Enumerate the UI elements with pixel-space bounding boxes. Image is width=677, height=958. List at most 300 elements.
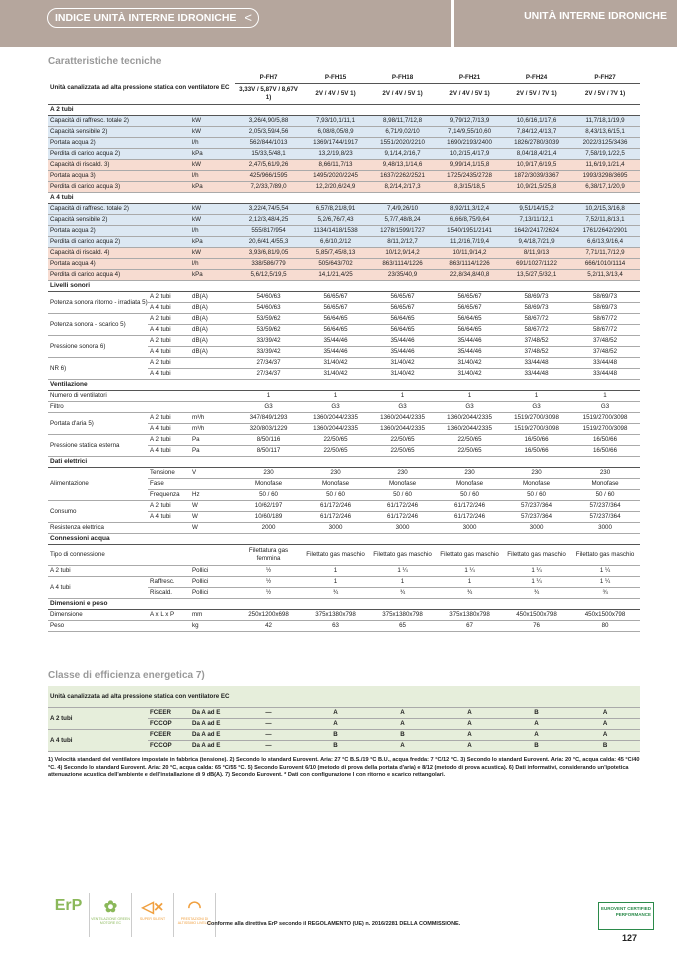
value-cell: 22/50/65	[436, 445, 503, 456]
value-cell: 58/69/73	[503, 291, 570, 302]
value-cell: 23/35/40,9	[369, 269, 436, 280]
row-label: Portata acqua 2)	[48, 225, 190, 236]
speed-header: 3,33V / 5,87V / 8,67V 1)	[235, 83, 302, 104]
value-cell: A	[570, 707, 640, 718]
table-row	[48, 148, 640, 159]
value-cell: 50 / 60	[503, 489, 570, 500]
value-cell: 555/817/954	[235, 225, 302, 236]
value-cell: Monofase	[369, 478, 436, 489]
row-label: Capacità di riscald. 3)	[48, 159, 190, 170]
value-cell: 56/64/65	[436, 324, 503, 335]
value-cell: 1 ¼	[503, 576, 570, 587]
value-cell: 61/172/246	[436, 511, 503, 522]
value-cell: G3	[570, 401, 640, 412]
value-cell: 37/48/52	[503, 346, 570, 357]
value-cell: 76	[503, 620, 570, 631]
value-cell: 9,51/14/15,2	[503, 203, 570, 214]
row-sublabel: A 4 tubi	[148, 324, 190, 335]
row-unit	[190, 357, 235, 368]
value-cell: 56/64/65	[369, 324, 436, 335]
value-cell: 7,2/33,7/89,0	[235, 181, 302, 192]
value-cell: 56/65/67	[302, 291, 369, 302]
value-cell: 65	[369, 620, 436, 631]
value-cell: 8,3/15/18,5	[436, 181, 503, 192]
model-header: P-FH18	[369, 72, 436, 83]
row-unit: Da A ad E	[190, 707, 235, 718]
value-cell: 9,1/14,2/16,7	[369, 148, 436, 159]
table-row	[48, 707, 640, 718]
section-title: A 2 tubi	[48, 104, 640, 115]
table-row	[48, 203, 640, 214]
row-sublabel: Fase	[148, 478, 190, 489]
value-cell: 57/237/364	[570, 511, 640, 522]
table-row	[48, 390, 640, 401]
row-unit: dB(A)	[190, 346, 235, 357]
badge-label: VENTILAZIONE GREEN MOTORE EC	[91, 917, 130, 925]
row-unit: l/h	[190, 170, 235, 181]
value-cell: 8,43/13,6/15,1	[570, 126, 640, 137]
value-cell: 63	[302, 620, 369, 631]
value-cell: 31/40/42	[436, 357, 503, 368]
row-unit: dB(A)	[190, 335, 235, 346]
value-cell: 31/40/42	[436, 368, 503, 379]
value-cell: 1 ¼	[570, 565, 640, 576]
row-sublabel: A x L x P	[148, 609, 190, 620]
row-label: Dimensione	[48, 609, 148, 620]
model-header: P-FH27	[570, 72, 640, 83]
value-cell: Monofase	[570, 478, 640, 489]
value-cell: 1725/2435/2728	[436, 170, 503, 181]
value-cell: 67	[436, 620, 503, 631]
value-cell: Filettatura gas femmina	[235, 544, 302, 565]
value-cell: 1 ¼	[570, 576, 640, 587]
value-cell: 1	[436, 576, 503, 587]
row-unit: kW	[190, 214, 235, 225]
row-unit: dB(A)	[190, 302, 235, 313]
value-cell: 56/65/67	[436, 291, 503, 302]
badge	[90, 893, 132, 937]
model-header-row	[48, 72, 640, 83]
table-row	[48, 236, 640, 247]
row-sublabel: A 4 tubi	[148, 368, 190, 379]
row-unit: Pa	[190, 434, 235, 445]
row-unit: l/h	[190, 137, 235, 148]
row-unit: kPa	[190, 148, 235, 159]
row-label: Capacità di raffresc. totale 2)	[48, 115, 190, 126]
table-row	[48, 181, 640, 192]
header-right	[454, 0, 677, 47]
row-unit	[190, 368, 235, 379]
value-cell: 2,05/3,59/4,56	[235, 126, 302, 137]
value-cell: G3	[369, 401, 436, 412]
value-cell: 35/44/46	[302, 346, 369, 357]
index-button[interactable]	[47, 8, 259, 28]
table-row	[48, 247, 640, 258]
row-unit	[190, 544, 235, 565]
value-cell: 61/172/246	[302, 500, 369, 511]
page-number: 127	[622, 933, 638, 943]
value-cell: 56/64/65	[302, 324, 369, 335]
value-cell: 56/64/65	[436, 313, 503, 324]
speed-header: 2V / 4V / 5V 1)	[436, 83, 503, 104]
value-cell: 230	[369, 467, 436, 478]
value-cell: 50 / 60	[369, 489, 436, 500]
row-unit: kW	[190, 115, 235, 126]
efficiency-header-row	[48, 686, 640, 707]
row-unit: kW	[190, 203, 235, 214]
header-left	[0, 0, 451, 47]
value-cell: 1690/2193/2400	[436, 137, 503, 148]
value-cell: 425/966/1595	[235, 170, 302, 181]
value-cell: 5,6/12,5/19,5	[235, 269, 302, 280]
row-unit: l/h	[190, 225, 235, 236]
row-unit: dB(A)	[190, 324, 235, 335]
value-cell: 1551/2020/2210	[369, 137, 436, 148]
value-cell: 1642/2417/2624	[503, 225, 570, 236]
value-cell: 9,48/13,1/14,6	[369, 159, 436, 170]
table-row	[48, 412, 640, 423]
value-cell: 5,7/7,48/8,24	[369, 214, 436, 225]
row-sublabel: A 4 tubi	[148, 346, 190, 357]
row-unit: W	[190, 511, 235, 522]
erp-text: Conforme alla direttiva ErP secondo il REGOLAMENTO (UE) n. 2016/2281 DELLA COMMISSIONE.	[207, 921, 461, 927]
value-cell: 7,84/12,4/13,7	[503, 126, 570, 137]
value-cell: 56/65/67	[369, 302, 436, 313]
value-cell: Filettato gas maschio	[570, 544, 640, 565]
value-cell: 230	[235, 467, 302, 478]
value-cell: 7,52/11,8/13,1	[570, 214, 640, 225]
table-row	[48, 500, 640, 511]
value-cell: 1360/2044/2335	[369, 423, 436, 434]
value-cell: ¾	[570, 587, 640, 598]
model-header: P-FH24	[503, 72, 570, 83]
table-row	[48, 214, 640, 225]
value-cell: 7,93/10,1/11,1	[302, 115, 369, 126]
row-unit	[190, 478, 235, 489]
row-sublabel: Frequenza	[148, 489, 190, 500]
row-unit: kPa	[190, 236, 235, 247]
value-cell: G3	[302, 401, 369, 412]
value-cell: 11,2/16,7/19,4	[436, 236, 503, 247]
value-cell: 1761/2642/2901	[570, 225, 640, 236]
value-cell: 666/1010/1114	[570, 258, 640, 269]
value-cell: 16/50/66	[570, 434, 640, 445]
value-cell: 50 / 60	[570, 489, 640, 500]
value-cell: 1360/2044/2335	[369, 412, 436, 423]
value-cell: 58/67/72	[503, 324, 570, 335]
value-cell: 8/50/116	[235, 434, 302, 445]
value-cell: 57/237/364	[503, 511, 570, 522]
badge-icon: ✿	[103, 899, 118, 916]
value-cell: 1637/2262/2521	[369, 170, 436, 181]
row-sublabel: A 4 tubi	[148, 445, 190, 456]
row-label: Portata d'aria 5)	[48, 412, 148, 434]
value-cell: ¾	[369, 587, 436, 598]
row-label: Perdita di carico acqua 2)	[48, 236, 190, 247]
value-cell: 6,38/17,1/20,9	[570, 181, 640, 192]
table-row	[48, 137, 640, 148]
value-cell: 1993/3298/3695	[570, 170, 640, 181]
row-label: NR 6)	[48, 357, 148, 379]
value-cell: 10,9/17,6/19,5	[503, 159, 570, 170]
value-cell: 3000	[570, 522, 640, 533]
row-unit: dB(A)	[190, 291, 235, 302]
value-cell: A	[436, 718, 503, 729]
value-cell: 22/50/65	[302, 445, 369, 456]
value-cell: 3,93/6,81/9,05	[235, 247, 302, 258]
row-unit: kW	[190, 247, 235, 258]
row-label: Tipo di connessione	[48, 544, 190, 565]
value-cell: 1	[369, 390, 436, 401]
section-header	[48, 533, 640, 544]
table-row	[48, 620, 640, 631]
value-cell: 505/643/702	[302, 258, 369, 269]
value-cell: 37/48/52	[503, 335, 570, 346]
value-cell: 1 ¼	[503, 565, 570, 576]
value-cell: 35/44/46	[369, 335, 436, 346]
value-cell: 53/59/62	[235, 313, 302, 324]
eurovent-logo: EUROVENT CERTIFIED PERFORMANCE	[598, 902, 654, 930]
table-row	[48, 313, 640, 324]
row-label: Perdita di carico acqua 3)	[48, 181, 190, 192]
value-cell: 22/50/65	[369, 434, 436, 445]
value-cell: 33/44/48	[570, 357, 640, 368]
value-cell: 8,98/11,7/12,8	[369, 115, 436, 126]
value-cell: 375x1380x798	[302, 609, 369, 620]
row-label: Potenza sonora ritorno - irradiata 5)	[48, 291, 148, 313]
value-cell: 1826/2780/3039	[503, 137, 570, 148]
value-cell: A	[503, 718, 570, 729]
value-cell: A	[570, 718, 640, 729]
value-cell: 1519/2700/3098	[503, 412, 570, 423]
row-label: Consumo	[48, 500, 148, 522]
row-unit: Da A ad E	[190, 729, 235, 740]
efficiency-title: Classe di efficienza energetica 7)	[48, 670, 205, 681]
table-row	[48, 126, 640, 137]
row-label: Capacità di riscald. 4)	[48, 247, 190, 258]
value-cell: 12,2/20,6/24,9	[302, 181, 369, 192]
value-cell: —	[235, 729, 302, 740]
value-cell: 347/849/1293	[235, 412, 302, 423]
value-cell: 10,2/15,3/16,8	[570, 203, 640, 214]
table-row	[48, 159, 640, 170]
value-cell: A	[369, 718, 436, 729]
value-cell: Monofase	[235, 478, 302, 489]
value-cell: 10/11,9/14,2	[436, 247, 503, 258]
value-cell: 11,6/19,1/21,4	[570, 159, 640, 170]
row-label: Portata acqua 2)	[48, 137, 190, 148]
value-cell: 1134/1418/1538	[302, 225, 369, 236]
row-unit: Da A ad E	[190, 740, 235, 751]
row-sublabel: A 4 tubi	[148, 302, 190, 313]
value-cell: 7,71/11,7/12,9	[570, 247, 640, 258]
value-cell: 54/60/63	[235, 291, 302, 302]
badges	[48, 893, 216, 937]
value-cell: 8,04/18,4/21,4	[503, 148, 570, 159]
speed-header: 2V / 4V / 5V 1)	[302, 83, 369, 104]
value-cell: 1	[503, 390, 570, 401]
row-unit: kPa	[190, 181, 235, 192]
row-unit: kg	[190, 620, 235, 631]
value-cell: 58/69/73	[570, 302, 640, 313]
value-cell: 9,4/18,7/21,9	[503, 236, 570, 247]
table-row	[48, 467, 640, 478]
table-row	[48, 115, 640, 126]
value-cell: 61/172/246	[369, 500, 436, 511]
value-cell: 1872/3039/3367	[503, 170, 570, 181]
row-label: Perdita di carico acqua 4)	[48, 269, 190, 280]
value-cell: 7,58/19,1/22,5	[570, 148, 640, 159]
row-unit: V	[190, 467, 235, 478]
table-row	[48, 522, 640, 533]
table-row	[48, 609, 640, 620]
value-cell: B	[503, 740, 570, 751]
value-cell: —	[235, 718, 302, 729]
section-header	[48, 598, 640, 609]
value-cell: 230	[302, 467, 369, 478]
value-cell: 35/44/46	[436, 335, 503, 346]
value-cell: 22/50/65	[369, 445, 436, 456]
value-cell: 58/69/73	[503, 302, 570, 313]
value-cell: 27/34/37	[235, 368, 302, 379]
model-header: P-FH15	[302, 72, 369, 83]
value-cell: 1	[235, 390, 302, 401]
value-cell: 14,1/21,4/25	[302, 269, 369, 280]
value-cell: 6,6/13,9/16,4	[570, 236, 640, 247]
row-label: Portata acqua 3)	[48, 170, 190, 181]
row-sublabel: FCCOP	[148, 718, 190, 729]
section-title: UNITÀ INTERNE IDRONICHE	[524, 10, 667, 22]
speed-header: 2V / 5V / 7V 1)	[570, 83, 640, 104]
row-sublabel: Riscald.	[148, 587, 190, 598]
row-unit: Hz	[190, 489, 235, 500]
section-title: Ventilazione	[48, 379, 640, 390]
value-cell: B	[302, 740, 369, 751]
value-cell: 1519/2700/3098	[503, 423, 570, 434]
row-label: A 4 tubi	[48, 729, 148, 751]
row-unit: kW	[190, 126, 235, 137]
value-cell: ¾	[503, 587, 570, 598]
value-cell: 10,6/16,1/17,6	[503, 115, 570, 126]
speed-header: 2V / 4V / 5V 1)	[369, 83, 436, 104]
row-label: Peso	[48, 620, 190, 631]
value-cell: 863/1114/1226	[436, 258, 503, 269]
value-cell: 33/44/48	[503, 368, 570, 379]
value-cell: 6,66/8,75/9,64	[436, 214, 503, 225]
value-cell: 53/59/62	[235, 324, 302, 335]
value-cell: 2,12/3,48/4,25	[235, 214, 302, 225]
value-cell: 7,13/11/12,1	[503, 214, 570, 225]
value-cell: 58/67/72	[503, 313, 570, 324]
value-cell: A	[436, 707, 503, 718]
value-cell: 8,66/11,7/13	[302, 159, 369, 170]
value-cell: 54/60/63	[235, 302, 302, 313]
value-cell: 1	[302, 390, 369, 401]
value-cell: 1 ¼	[369, 565, 436, 576]
value-cell: 58/69/73	[570, 291, 640, 302]
value-cell: 50 / 60	[235, 489, 302, 500]
badge	[174, 893, 216, 937]
value-cell: A	[570, 729, 640, 740]
value-cell: ½	[235, 587, 302, 598]
unit-type-label: Unità canalizzata ad alta pressione statica con ventilatore EC	[48, 72, 235, 104]
value-cell: 5,2/11,3/13,4	[570, 269, 640, 280]
value-cell: 5,2/6,76/7,43	[302, 214, 369, 225]
value-cell: ½	[235, 576, 302, 587]
value-cell: A	[503, 729, 570, 740]
section-title: Connessioni acqua	[48, 533, 640, 544]
value-cell: 375x1380x798	[369, 609, 436, 620]
value-cell: 9,99/14,1/15,8	[436, 159, 503, 170]
value-cell: 16/50/66	[503, 434, 570, 445]
row-sublabel: FCEER	[148, 729, 190, 740]
value-cell: 80	[570, 620, 640, 631]
table-row	[48, 729, 640, 740]
value-cell: Monofase	[302, 478, 369, 489]
tech-title: Caratteristiche tecniche	[48, 56, 162, 67]
row-label: Pressione sonora 6)	[48, 335, 148, 357]
row-unit: kW	[190, 159, 235, 170]
table-row	[48, 357, 640, 368]
value-cell: 3000	[302, 522, 369, 533]
row-sublabel: Raffresc.	[148, 576, 190, 587]
value-cell: 8,92/11,3/12,4	[436, 203, 503, 214]
table-row	[48, 170, 640, 181]
row-unit: l/h	[190, 258, 235, 269]
value-cell: 31/40/42	[369, 368, 436, 379]
table-row	[48, 225, 640, 236]
index-label: INDICE UNITÀ INTERNE IDRONICHE	[55, 12, 237, 24]
value-cell: 8/11,2/12,7	[369, 236, 436, 247]
row-unit: Pa	[190, 445, 235, 456]
row-label: A 4 tubi	[48, 576, 148, 598]
value-cell: G3	[503, 401, 570, 412]
row-sublabel: A 2 tubi	[148, 291, 190, 302]
value-cell: 9,79/12,7/13,9	[436, 115, 503, 126]
value-cell: 230	[570, 467, 640, 478]
value-cell: 35/44/46	[302, 335, 369, 346]
value-cell: 2,47/5,61/9,26	[235, 159, 302, 170]
value-cell: 57/237/364	[503, 500, 570, 511]
row-label: Filtro	[48, 401, 190, 412]
value-cell: 450x1500x798	[503, 609, 570, 620]
table-row	[48, 335, 640, 346]
value-cell: Filettato gas maschio	[503, 544, 570, 565]
table-row	[48, 544, 640, 565]
value-cell: 230	[503, 467, 570, 478]
value-cell: 1	[302, 576, 369, 587]
value-cell: —	[235, 740, 302, 751]
value-cell: 1369/1744/1917	[302, 137, 369, 148]
value-cell: ½	[235, 565, 302, 576]
value-cell: 15/33,5/48,1	[235, 148, 302, 159]
value-cell: ¾	[302, 587, 369, 598]
badge	[48, 893, 90, 937]
row-sublabel: FCCOP	[148, 740, 190, 751]
model-header: P-FH7	[235, 72, 302, 83]
table-row	[48, 434, 640, 445]
value-cell: 2022/3125/3436	[570, 137, 640, 148]
value-cell: 1360/2044/2335	[302, 412, 369, 423]
value-cell: 1540/1951/2141	[436, 225, 503, 236]
value-cell: 3000	[436, 522, 503, 533]
row-unit	[190, 390, 235, 401]
value-cell: 691/1027/1122	[503, 258, 570, 269]
row-label: Numero di ventilatori	[48, 390, 190, 401]
value-cell: B	[302, 729, 369, 740]
row-label: Potenza sonora - scarico 5)	[48, 313, 148, 335]
row-label: Portata acqua 4)	[48, 258, 190, 269]
